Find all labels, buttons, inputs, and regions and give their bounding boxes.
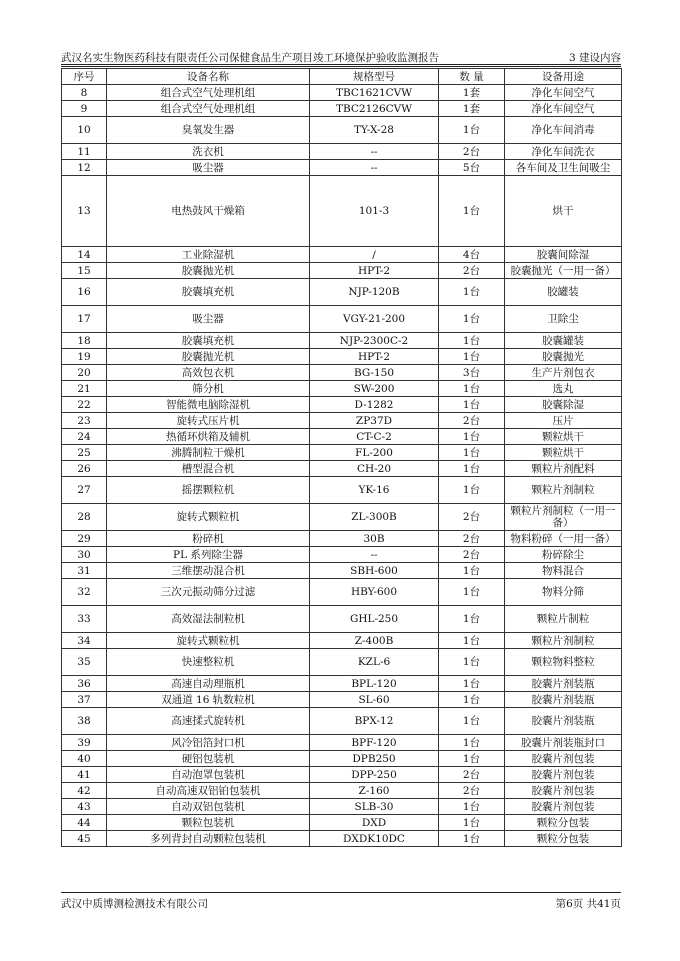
cell-quantity: 1台 [439, 176, 505, 247]
cell-device-name: 双通道 16 轨数粒机 [107, 692, 310, 708]
cell-index: 41 [62, 767, 107, 783]
cell-quantity: 2台 [439, 413, 505, 429]
cell-quantity: 2台 [439, 263, 505, 279]
cell-quantity: 2台 [439, 767, 505, 783]
cell-quantity: 1台 [439, 676, 505, 692]
cell-device-name: 摇摆颗粒机 [107, 477, 310, 504]
table-row [62, 751, 622, 767]
cell-model: / [310, 247, 439, 263]
cell-index: 30 [62, 547, 107, 563]
cell-model: TBC2126CVW [310, 101, 439, 117]
cell-index: 8 [62, 85, 107, 101]
cell-quantity: 1台 [439, 735, 505, 751]
table-body [62, 85, 622, 847]
cell-model: FL-200 [310, 445, 439, 461]
cell-model: BG-150 [310, 365, 439, 381]
cell-quantity: 3台 [439, 365, 505, 381]
column-header: 数 量 [439, 69, 505, 85]
cell-model: SW-200 [310, 381, 439, 397]
cell-device-name: 吸尘器 [107, 306, 310, 333]
cell-usage: 胶囊片剂包装 [505, 799, 622, 815]
cell-model: DPB250 [310, 751, 439, 767]
cell-device-name: 三次元振动筛分过滤 [107, 579, 310, 606]
cell-device-name: 旋转式压片机 [107, 413, 310, 429]
cell-index: 25 [62, 445, 107, 461]
table-row [62, 692, 622, 708]
cell-usage: 物料粉碎（一用一备） [505, 531, 622, 547]
cell-device-name: 电热鼓风干燥箱 [107, 176, 310, 247]
cell-usage: 物料混合 [505, 563, 622, 579]
cell-device-name: 风冷铝箔封口机 [107, 735, 310, 751]
cell-quantity: 1台 [439, 606, 505, 633]
table-row [62, 504, 622, 531]
table-row [62, 633, 622, 649]
cell-device-name: 旋转式颗粒机 [107, 504, 310, 531]
cell-device-name: 自动泡罩包装机 [107, 767, 310, 783]
cell-index: 33 [62, 606, 107, 633]
cell-device-name: 臭氧发生器 [107, 117, 310, 144]
cell-model: CT-C-2 [310, 429, 439, 445]
cell-index: 16 [62, 279, 107, 306]
cell-index: 29 [62, 531, 107, 547]
cell-model: BPF-120 [310, 735, 439, 751]
cell-usage: 颗粒分包装 [505, 815, 622, 831]
table-row [62, 815, 622, 831]
cell-usage: 颗粒烘干 [505, 445, 622, 461]
table-row [62, 365, 622, 381]
cell-device-name: 组合式空气处理机组 [107, 101, 310, 117]
cell-index: 18 [62, 333, 107, 349]
cell-model: Z-160 [310, 783, 439, 799]
cell-quantity: 1台 [439, 579, 505, 606]
cell-index: 20 [62, 365, 107, 381]
cell-device-name: 高效包衣机 [107, 365, 310, 381]
column-header: 规格型号 [310, 69, 439, 85]
table-row [62, 708, 622, 735]
cell-device-name: 颗粒包装机 [107, 815, 310, 831]
page-header [61, 46, 621, 66]
cell-device-name: 硬铝包装机 [107, 751, 310, 767]
table-row [62, 531, 622, 547]
table-row [62, 477, 622, 504]
cell-index: 40 [62, 751, 107, 767]
cell-quantity: 1台 [439, 815, 505, 831]
cell-model: BPL-120 [310, 676, 439, 692]
cell-device-name: 多列背封自动颗粒包装机 [107, 831, 310, 847]
cell-quantity: 1套 [439, 85, 505, 101]
table-row [62, 381, 622, 397]
cell-model: TBC1621CVW [310, 85, 439, 101]
cell-device-name: 热循环烘箱及辅机 [107, 429, 310, 445]
cell-usage: 颗粒片剂配料 [505, 461, 622, 477]
table-row [62, 85, 622, 101]
cell-quantity: 1台 [439, 349, 505, 365]
table-row [62, 101, 622, 117]
cell-quantity: 1台 [439, 117, 505, 144]
cell-usage: 颗粒分包装 [505, 831, 622, 847]
cell-quantity: 5台 [439, 160, 505, 176]
cell-model: -- [310, 160, 439, 176]
cell-index: 34 [62, 633, 107, 649]
cell-device-name: 槽型混合机 [107, 461, 310, 477]
cell-model: KZL-6 [310, 649, 439, 676]
cell-device-name: 筛分机 [107, 381, 310, 397]
table-row [62, 445, 622, 461]
cell-device-name: 高速揉式旋转机 [107, 708, 310, 735]
cell-index: 21 [62, 381, 107, 397]
cell-quantity: 1台 [439, 445, 505, 461]
cell-device-name: 吸尘器 [107, 160, 310, 176]
cell-usage: 胶罐装 [505, 279, 622, 306]
table-row [62, 144, 622, 160]
table-row [62, 606, 622, 633]
table-row [62, 831, 622, 847]
cell-index: 43 [62, 799, 107, 815]
cell-quantity: 1台 [439, 649, 505, 676]
cell-usage: 颗粒物料整粒 [505, 649, 622, 676]
cell-index: 9 [62, 101, 107, 117]
header-rule [61, 64, 621, 65]
cell-usage: 胶囊片剂包装 [505, 767, 622, 783]
header-rule-thin [61, 66, 621, 67]
cell-index: 27 [62, 477, 107, 504]
cell-quantity: 1台 [439, 477, 505, 504]
cell-model: Z-400B [310, 633, 439, 649]
cell-model: 30B [310, 531, 439, 547]
cell-quantity: 1台 [439, 397, 505, 413]
cell-model: ZL-300B [310, 504, 439, 531]
cell-index: 37 [62, 692, 107, 708]
table-row [62, 160, 622, 176]
cell-device-name: PL 系列除尘器 [107, 547, 310, 563]
cell-index: 15 [62, 263, 107, 279]
cell-device-name: 旋转式颗粒机 [107, 633, 310, 649]
cell-quantity: 1台 [439, 333, 505, 349]
cell-quantity: 2台 [439, 144, 505, 160]
table-row [62, 676, 622, 692]
cell-model: HPT-2 [310, 263, 439, 279]
cell-model: ZP37D [310, 413, 439, 429]
cell-model: 101-3 [310, 176, 439, 247]
table-row [62, 767, 622, 783]
section-label: 3 建设内容 [568, 52, 621, 64]
cell-quantity: 1台 [439, 799, 505, 815]
cell-index: 12 [62, 160, 107, 176]
cell-index: 38 [62, 708, 107, 735]
cell-device-name: 胶囊填充机 [107, 279, 310, 306]
table-row [62, 783, 622, 799]
table-row [62, 333, 622, 349]
table-header-row [62, 69, 622, 85]
cell-usage: 压片 [505, 413, 622, 429]
cell-device-name: 自动双铝包装机 [107, 799, 310, 815]
cell-quantity: 1台 [439, 708, 505, 735]
table-row [62, 579, 622, 606]
table-row [62, 349, 622, 365]
table-row [62, 176, 622, 247]
cell-usage: 净化车间空气 [505, 85, 622, 101]
table-row [62, 563, 622, 579]
cell-quantity: 4台 [439, 247, 505, 263]
cell-quantity: 1台 [439, 692, 505, 708]
equipment-table [61, 68, 622, 847]
cell-model: -- [310, 144, 439, 160]
table-row [62, 306, 622, 333]
cell-usage: 物料分筛 [505, 579, 622, 606]
cell-device-name: 自动高速双铝铂包装机 [107, 783, 310, 799]
cell-usage: 卫除尘 [505, 306, 622, 333]
cell-index: 11 [62, 144, 107, 160]
cell-device-name: 高速自动理瓶机 [107, 676, 310, 692]
table-row [62, 649, 622, 676]
cell-device-name: 粉碎机 [107, 531, 310, 547]
cell-index: 22 [62, 397, 107, 413]
cell-usage: 净化车间空气 [505, 101, 622, 117]
cell-quantity: 2台 [439, 531, 505, 547]
table-row [62, 247, 622, 263]
table-row [62, 263, 622, 279]
cell-usage: 颗粒片剂制粒 [505, 633, 622, 649]
cell-model: NJP-120B [310, 279, 439, 306]
cell-index: 31 [62, 563, 107, 579]
cell-index: 32 [62, 579, 107, 606]
cell-quantity: 1台 [439, 563, 505, 579]
cell-usage: 胶囊片剂包装 [505, 751, 622, 767]
page-number: 第6页 共41页 [555, 898, 621, 910]
cell-quantity: 1台 [439, 429, 505, 445]
cell-usage: 胶囊抛光 [505, 349, 622, 365]
cell-index: 28 [62, 504, 107, 531]
cell-model: D-1282 [310, 397, 439, 413]
cell-usage: 胶囊间除湿 [505, 247, 622, 263]
column-header: 序号 [62, 69, 107, 85]
cell-usage: 颗粒片制粒 [505, 606, 622, 633]
page-footer [61, 892, 621, 909]
table-row [62, 547, 622, 563]
cell-model: CH-20 [310, 461, 439, 477]
cell-model: NJP-2300C-2 [310, 333, 439, 349]
cell-quantity: 1台 [439, 381, 505, 397]
cell-device-name: 洗衣机 [107, 144, 310, 160]
cell-usage: 粉碎除尘 [505, 547, 622, 563]
cell-usage: 胶囊抛光（一用一备） [505, 263, 622, 279]
cell-usage: 胶囊片剂装瓶 [505, 708, 622, 735]
cell-model: HPT-2 [310, 349, 439, 365]
cell-quantity: 1台 [439, 461, 505, 477]
cell-quantity: 1台 [439, 633, 505, 649]
cell-device-name: 三维摆动混合机 [107, 563, 310, 579]
cell-usage: 颗粒烘干 [505, 429, 622, 445]
cell-model: DXD [310, 815, 439, 831]
cell-model: YK-16 [310, 477, 439, 504]
cell-device-name: 工业除湿机 [107, 247, 310, 263]
table-row [62, 461, 622, 477]
report-title: 武汉名实生物医药科技有限责任公司保健食品生产项目竣工环境保护验收监测报告 [61, 52, 439, 64]
cell-quantity: 1台 [439, 751, 505, 767]
cell-quantity: 1台 [439, 279, 505, 306]
cell-device-name: 快速整粒机 [107, 649, 310, 676]
table-row [62, 429, 622, 445]
column-header: 设备用途 [505, 69, 622, 85]
cell-usage: 颗粒片剂制粒 [505, 477, 622, 504]
cell-usage: 胶囊片剂装瓶 [505, 676, 622, 692]
cell-usage: 各车间及卫生间吸尘 [505, 160, 622, 176]
cell-model: SLB-30 [310, 799, 439, 815]
cell-usage: 胶囊罐装 [505, 333, 622, 349]
table-row [62, 413, 622, 429]
cell-index: 10 [62, 117, 107, 144]
cell-usage: 生产片剂包衣 [505, 365, 622, 381]
cell-index: 14 [62, 247, 107, 263]
cell-usage: 胶囊片剂包装 [505, 783, 622, 799]
cell-quantity: 1台 [439, 831, 505, 847]
cell-model: DPP-250 [310, 767, 439, 783]
cell-device-name: 胶囊填充机 [107, 333, 310, 349]
table-row [62, 799, 622, 815]
cell-quantity: 2台 [439, 504, 505, 531]
cell-model: SL-60 [310, 692, 439, 708]
cell-index: 26 [62, 461, 107, 477]
cell-index: 39 [62, 735, 107, 751]
table-row [62, 117, 622, 144]
table-row [62, 735, 622, 751]
cell-index: 42 [62, 783, 107, 799]
cell-model: GHL-250 [310, 606, 439, 633]
cell-quantity: 2台 [439, 547, 505, 563]
cell-index: 36 [62, 676, 107, 692]
cell-quantity: 1台 [439, 306, 505, 333]
cell-quantity: 1套 [439, 101, 505, 117]
cell-model: -- [310, 547, 439, 563]
cell-model: SBH-600 [310, 563, 439, 579]
cell-usage: 烘干 [505, 176, 622, 247]
cell-device-name: 高效湿法制粒机 [107, 606, 310, 633]
footer-company: 武汉中质博测检测技术有限公司 [61, 898, 208, 910]
cell-usage: 颗粒片剂制粒（一用一备） [505, 504, 622, 531]
cell-model: DXDK10DC [310, 831, 439, 847]
cell-index: 35 [62, 649, 107, 676]
cell-model: TY-X-28 [310, 117, 439, 144]
cell-device-name: 智能微电脑除湿机 [107, 397, 310, 413]
table-row [62, 397, 622, 413]
column-header: 设备名称 [107, 69, 310, 85]
cell-usage: 净化车间消毒 [505, 117, 622, 144]
cell-index: 13 [62, 176, 107, 247]
cell-device-name: 胶囊抛光机 [107, 263, 310, 279]
cell-index: 45 [62, 831, 107, 847]
table-row [62, 279, 622, 306]
cell-device-name: 沸腾制粒干燥机 [107, 445, 310, 461]
cell-usage: 胶囊片剂装瓶封口 [505, 735, 622, 751]
cell-index: 19 [62, 349, 107, 365]
cell-index: 24 [62, 429, 107, 445]
cell-usage: 胶囊除湿 [505, 397, 622, 413]
cell-usage: 净化车间洗衣 [505, 144, 622, 160]
cell-model: HBY-600 [310, 579, 439, 606]
cell-model: VGY-21-200 [310, 306, 439, 333]
cell-usage: 胶囊片剂装瓶 [505, 692, 622, 708]
cell-index: 44 [62, 815, 107, 831]
cell-device-name: 组合式空气处理机组 [107, 85, 310, 101]
cell-device-name: 胶囊抛光机 [107, 349, 310, 365]
cell-index: 17 [62, 306, 107, 333]
cell-model: BPX-12 [310, 708, 439, 735]
cell-quantity: 2台 [439, 783, 505, 799]
cell-index: 23 [62, 413, 107, 429]
cell-usage: 选丸 [505, 381, 622, 397]
